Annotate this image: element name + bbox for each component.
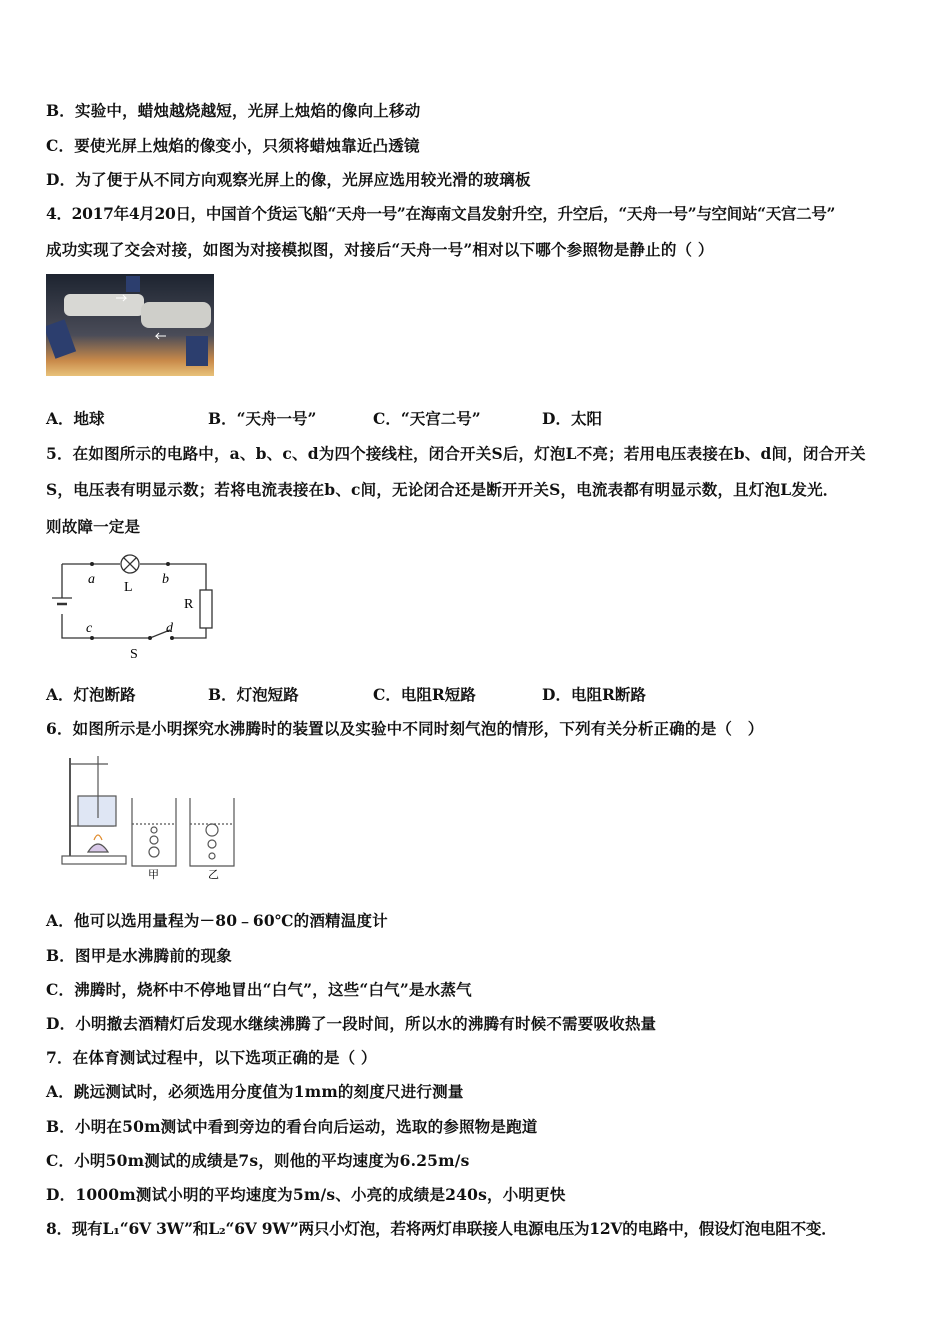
q7-stem: 7．在体育测试过程中，以下选项正确的是（ ） [46, 1048, 377, 1067]
beaker-jia-label: 甲 [148, 868, 159, 880]
q4-option-b: B．“天舟一号” [208, 409, 317, 428]
resistor-r-label: R [184, 597, 194, 612]
docking-figure [46, 274, 214, 376]
q7-option-c: C．小明50m测试的成绩是7s，则他的平均速度为6.25m/s [46, 1151, 470, 1170]
circuit-diagram [44, 552, 214, 662]
switch-s-label: S [130, 647, 138, 662]
q5-option-d: D．电阻R断路 [542, 685, 646, 704]
q8-stem: 8．现有L₁“6V 3W”和L₂“6V 9W”两只小灯泡，若将两灯串联接人电源电压为12V的电路中，假设灯泡电阻不变． [46, 1219, 837, 1238]
q6-option-b: B．图甲是水沸腾前的现象 [46, 946, 233, 965]
q7-option-d: D．1000m测试小明的平均速度为5m/s、小亮的成绩是240s，小明更快 [46, 1185, 566, 1204]
q3-option-b: B．实验中，蜡烛越烧越短，光屏上烛焰的像向上移动 [46, 101, 421, 120]
q5-option-c: C．电阻R短路 [373, 685, 476, 704]
q5-option-a: A．灯泡断路 [46, 685, 136, 704]
terminal-c-label: c [86, 621, 93, 636]
q4-option-c: C．“天宫二号” [373, 409, 481, 428]
terminal-a-label: a [88, 572, 95, 587]
q6-option-d: D．小明撤去酒精灯后发现水继续沸腾了一段时间，所以水的沸腾有时候不需要吸收热量 [46, 1014, 657, 1033]
beaker-yi-label: 乙 [208, 868, 219, 880]
q3-option-c: C．要使光屏上烛焰的像变小，只须将蜡烛靠近凸透镜 [46, 136, 420, 155]
q6-option-c: C．沸腾时，烧杯中不停地冒出“白气”，这些“白气”是水蒸气 [46, 980, 472, 999]
q6-stem: 6．如图所示是小明探究水沸腾时的装置以及实验中不同时刻气泡的情形，下列有关分析正确的是（ ） [46, 719, 764, 738]
q5-stem-line3: 则故障一定是 [46, 517, 141, 536]
boiling-apparatus-figure [58, 752, 248, 880]
q7-option-a: A．跳远测试时，必须选用分度值为1mm的刻度尺进行测量 [46, 1082, 464, 1101]
q5-stem-line1: 5．在如图所示的电路中，a、b、c、d为四个接线柱，闭合开关S后，灯泡L不亮；若用电压表接在b、d间，闭合开关 [46, 444, 866, 463]
q3-option-d: D．为了便于从不同方向观察光屏上的像，光屏应选用较光滑的玻璃板 [46, 170, 531, 189]
q4-stem-line1: 4．2017年4月20日，中国首个货运飞船“天舟一号”在海南文昌发射升空，升空后，“天舟一号”与空间站“天宫二号” [46, 204, 836, 223]
q7-option-b: B．小明在50m测试中看到旁边的看台向后运动，选取的参照物是跑道 [46, 1117, 538, 1136]
q5-option-b: B．灯泡短路 [208, 685, 299, 704]
terminal-b-label: b [162, 572, 169, 587]
q5-stem-line2: S，电压表有明显示数；若将电流表接在b、c间，无论闭合还是断开开关S，电流表都有明显示数，且灯泡L发光． [46, 480, 839, 499]
q4-stem-line2: 成功实现了交会对接，如图为对接模拟图，对接后“天舟一号”相对以下哪个参照物是静止的（ ） [46, 240, 714, 259]
q4-option-a: A．地球 [46, 409, 105, 428]
q6-option-a: A．他可以选用量程为－80﹣60℃的酒精温度计 [46, 911, 388, 930]
q4-option-d: D．太阳 [542, 409, 602, 428]
terminal-d-label: d [166, 621, 173, 636]
lamp-l-label: L [124, 580, 133, 595]
